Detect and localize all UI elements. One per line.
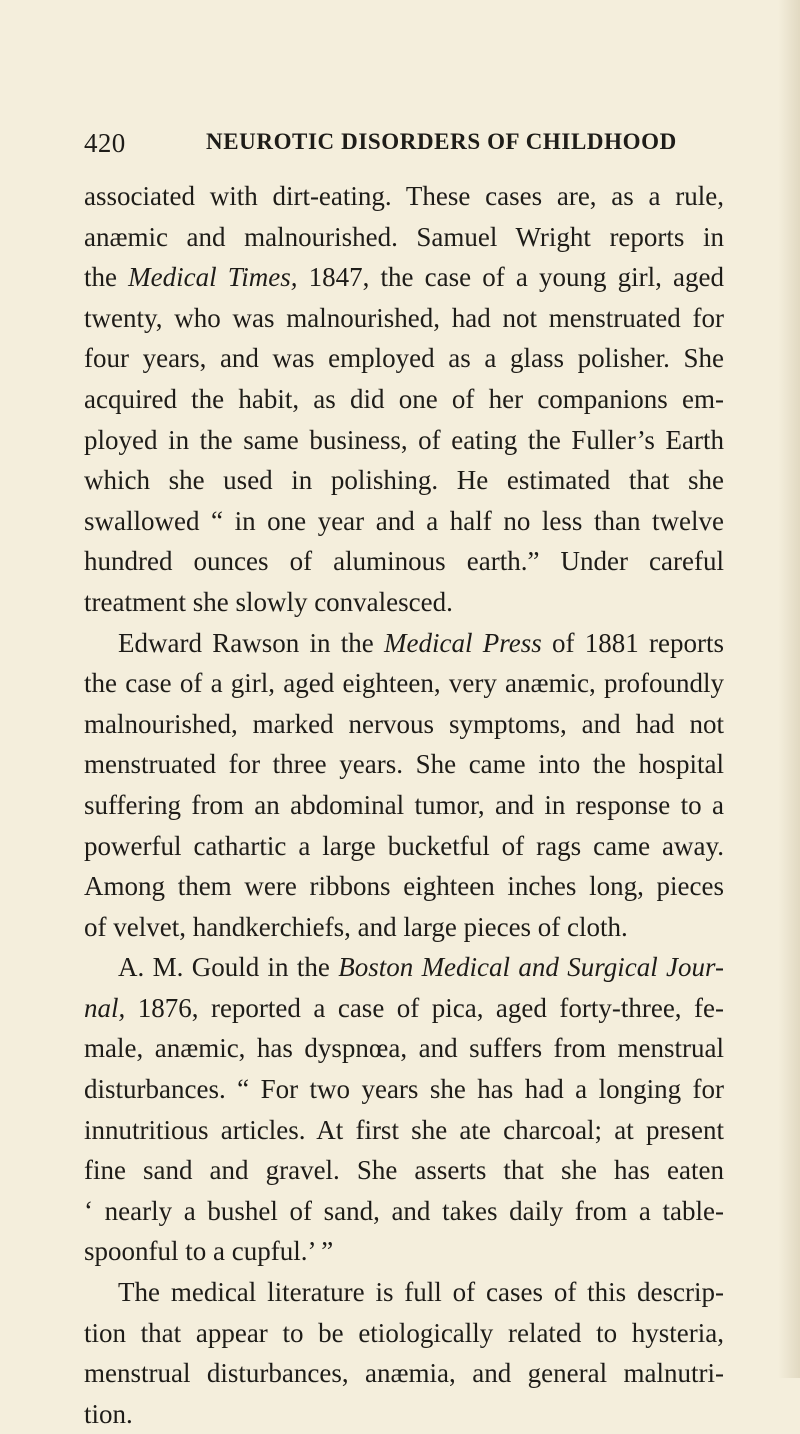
text-run: which she used in polishing. He estimated that she	[84, 465, 724, 496]
text-run: powerful cathartic a large bucketful of rags came away.	[84, 830, 724, 861]
text-run: The medical literature is full of cases of this descrip-	[118, 1277, 724, 1308]
page-number: 420	[84, 128, 126, 158]
text-run: of velvet, handkerchiefs, and large pieces of cloth.	[84, 911, 628, 942]
text-line	[84, 866, 724, 907]
text-run: 1876, reported a case of pica, aged forty-three, fe-	[125, 992, 724, 1023]
italic-title: Boston Medical and Surgical Jour-	[338, 952, 724, 983]
text-run: Among them were ribbons eighteen inches long, pieces	[84, 871, 724, 902]
text-run: treatment she slowly convalesced.	[84, 586, 453, 617]
text-run: the case of a girl, aged eighteen, very anæmic, profoundly	[84, 668, 724, 699]
text-line	[84, 947, 724, 988]
text-run: anæmic and malnourished. Samuel Wright reports in	[84, 221, 724, 252]
text-line	[84, 1110, 724, 1151]
text-run: spoonful to a cupful.’ ”	[84, 1236, 334, 1267]
text-run: menstrual disturbances, anæmia, and general malnutri-	[84, 1358, 724, 1389]
italic-title: nal,	[84, 992, 126, 1023]
text-line	[84, 744, 724, 785]
italic-title: Medical Press	[384, 627, 542, 658]
text-run: the	[84, 262, 129, 293]
text-run: of 1881 reports	[541, 627, 725, 658]
text-run: ‘ nearly a bushel of sand, and takes daily from a table-	[84, 1195, 724, 1226]
text-line	[84, 1069, 724, 1110]
text-run: hundred ounces of aluminous earth.” Under careful	[84, 546, 724, 577]
text-line	[84, 623, 724, 664]
text-line	[84, 582, 724, 623]
text-line	[84, 907, 724, 948]
text-line	[84, 541, 724, 582]
text-run: acquired the habit, as did one of her companions em-	[84, 383, 724, 414]
text-line	[84, 785, 724, 826]
text-run: fine sand and gravel. She asserts that she has eaten	[84, 1155, 724, 1186]
page-edge-shadow	[778, 0, 800, 1378]
text-run: 1847, the case of a young girl, aged	[297, 262, 724, 293]
text-run: Edward Rawson in the	[118, 627, 385, 658]
text-run: A. M. Gould in the	[118, 952, 339, 983]
text-line	[84, 338, 724, 379]
text-line	[84, 217, 724, 258]
text-line	[84, 420, 724, 461]
text-line	[84, 1028, 724, 1069]
text-line	[84, 1191, 724, 1232]
running-head: NEUROTIC DISORDERS OF CHILDHOOD	[206, 129, 677, 154]
text-line	[84, 1353, 724, 1394]
text-run: tion that appear to be etiologically related to hysteria,	[84, 1317, 724, 1348]
text-line	[84, 1394, 724, 1434]
text-line	[84, 501, 724, 542]
text-run: disturbances. “ For two years she has had a longing for	[84, 1074, 724, 1105]
text-line	[84, 460, 724, 501]
text-run: twenty, who was malnourished, had not menstruated for	[84, 302, 724, 333]
body-text	[84, 176, 724, 1434]
text-line	[84, 826, 724, 867]
text-line	[84, 704, 724, 745]
text-run: associated with dirt-eating. These cases are, as a rule,	[84, 181, 724, 211]
text-line	[84, 1272, 724, 1313]
text-run: innutritious articles. At first she ate charcoal; at present	[84, 1114, 724, 1145]
text-run: ployed in the same business, of eating the Fuller’s Earth	[84, 424, 724, 455]
text-run: suffering from an abdominal tumor, and in response to a	[84, 789, 724, 820]
text-line	[84, 1313, 724, 1354]
italic-title: Medical Times,	[128, 262, 298, 293]
text-run: male, anæmic, has dyspnœa, and suffers from menstrual	[84, 1033, 724, 1064]
text-run: malnourished, marked nervous symptoms, and had not	[84, 708, 724, 739]
text-line	[84, 1150, 724, 1191]
text-line	[84, 257, 724, 298]
text-run: swallowed “ in one year and a half no less than twelve	[84, 505, 724, 536]
page-header	[84, 128, 724, 164]
text-line	[84, 379, 724, 420]
text-run: menstruated for three years. She came into the hospital	[84, 749, 724, 780]
text-line	[84, 298, 724, 339]
text-line	[84, 1231, 724, 1272]
text-line	[84, 988, 724, 1029]
text-run: tion.	[84, 1398, 133, 1429]
text-line	[84, 663, 724, 704]
text-line	[84, 176, 724, 217]
text-run: four years, and was employed as a glass polisher. She	[84, 343, 724, 374]
